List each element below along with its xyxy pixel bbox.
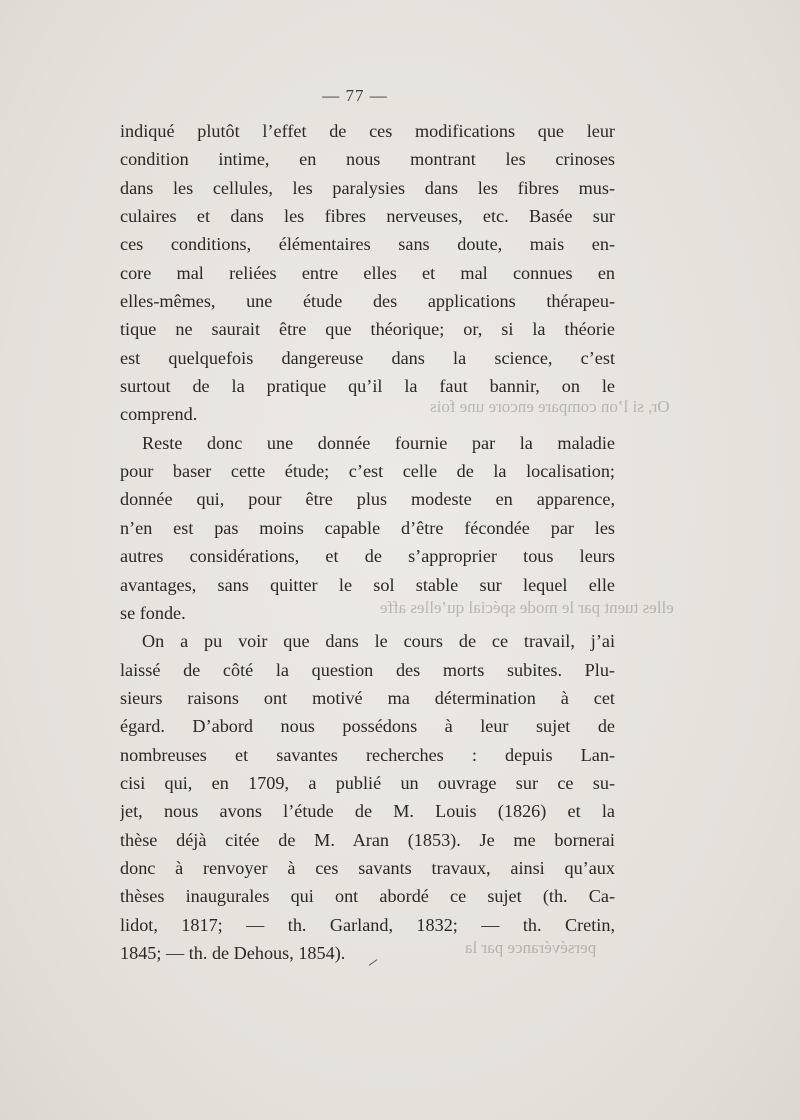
text-line: condition intime, en nous montrant les crinoses [120,149,615,170]
paragraph-1 [120,117,615,429]
text-line: laissé de côté la question des morts subites. Plu- [120,659,615,680]
text-line: autres considérations, et de s’approprier tous leurs [120,546,615,567]
show-through-line: Or, si l’on compare encore une fois [430,397,670,416]
text-line: On a pu voir que dans le cours de ce travail, j’ai [142,631,615,652]
text-line: lidot, 1817; — th. Garland, 1832; — th. Cretin, [120,914,615,935]
text-line: nombreuses et savantes recherches : depuis Lan- [120,744,615,765]
text-line: pour baser cette étude; c’est celle de la localisation; [120,461,615,482]
text-line: comprend. [120,404,198,425]
text-line: dans les cellules, les paralysies dans les fibres mus- [120,177,615,198]
text-line: égard. D’abord nous possédons à leur sujet de [120,716,615,737]
text-line: thèses inaugurales qui ont abordé ce sujet (th. Ca- [120,886,615,907]
text-line: sieurs raisons ont motivé ma détermination à cet [120,687,615,708]
text-line: ces conditions, élémentaires sans doute, mais en- [120,234,615,255]
text-line: n’en est pas moins capable d’être fécondée par les [120,517,615,538]
text-line: avantages, sans quitter le sol stable sur lequel elle [120,574,615,595]
body-text [120,117,615,967]
text-line: jet, nous avons l’étude de M. Louis (1826) et la [120,801,615,822]
text-line: tique ne saurait être que théorique; or, si la théorie [120,319,615,340]
paragraph-3 [120,627,615,967]
text-line: se fonde. [120,602,186,623]
text-line: Reste donc une donnée fournie par la maladie [142,432,615,453]
page-number: — 77 — [322,86,388,105]
show-through-line: persévérance par la [465,938,597,957]
text-line: cisi qui, en 1709, a publié un ouvrage sur ce su- [120,772,615,793]
text-line: 1845; — th. de Dehous, 1854). [120,942,346,963]
text-line: elles-mêmes, une étude des applications thérapeu- [120,291,615,312]
text-line: donc à renvoyer à ces savants travaux, ainsi qu’aux [120,857,615,878]
text-line: culaires et dans les fibres nerveuses, etc. Basée sur [120,206,615,227]
text-line: est quelquefois dangereuse dans la science, c’est [120,347,615,368]
show-through-line: elles tuent par le mode spécial qu’elles affe [380,598,674,617]
text-line: surtout de la pratique qu’il la faut bannir, on le [120,376,615,397]
text-line: indiqué plutôt l’effet de ces modifications que leur [120,121,615,141]
paragraph-2 [120,429,615,627]
text-line: core mal reliées entre elles et mal connues en [120,262,615,283]
text-line: thèse déjà citée de M. Aran (1853). Je me bornerai [120,829,615,850]
text-line: donnée qui, pour être plus modeste en apparence, [120,489,615,510]
